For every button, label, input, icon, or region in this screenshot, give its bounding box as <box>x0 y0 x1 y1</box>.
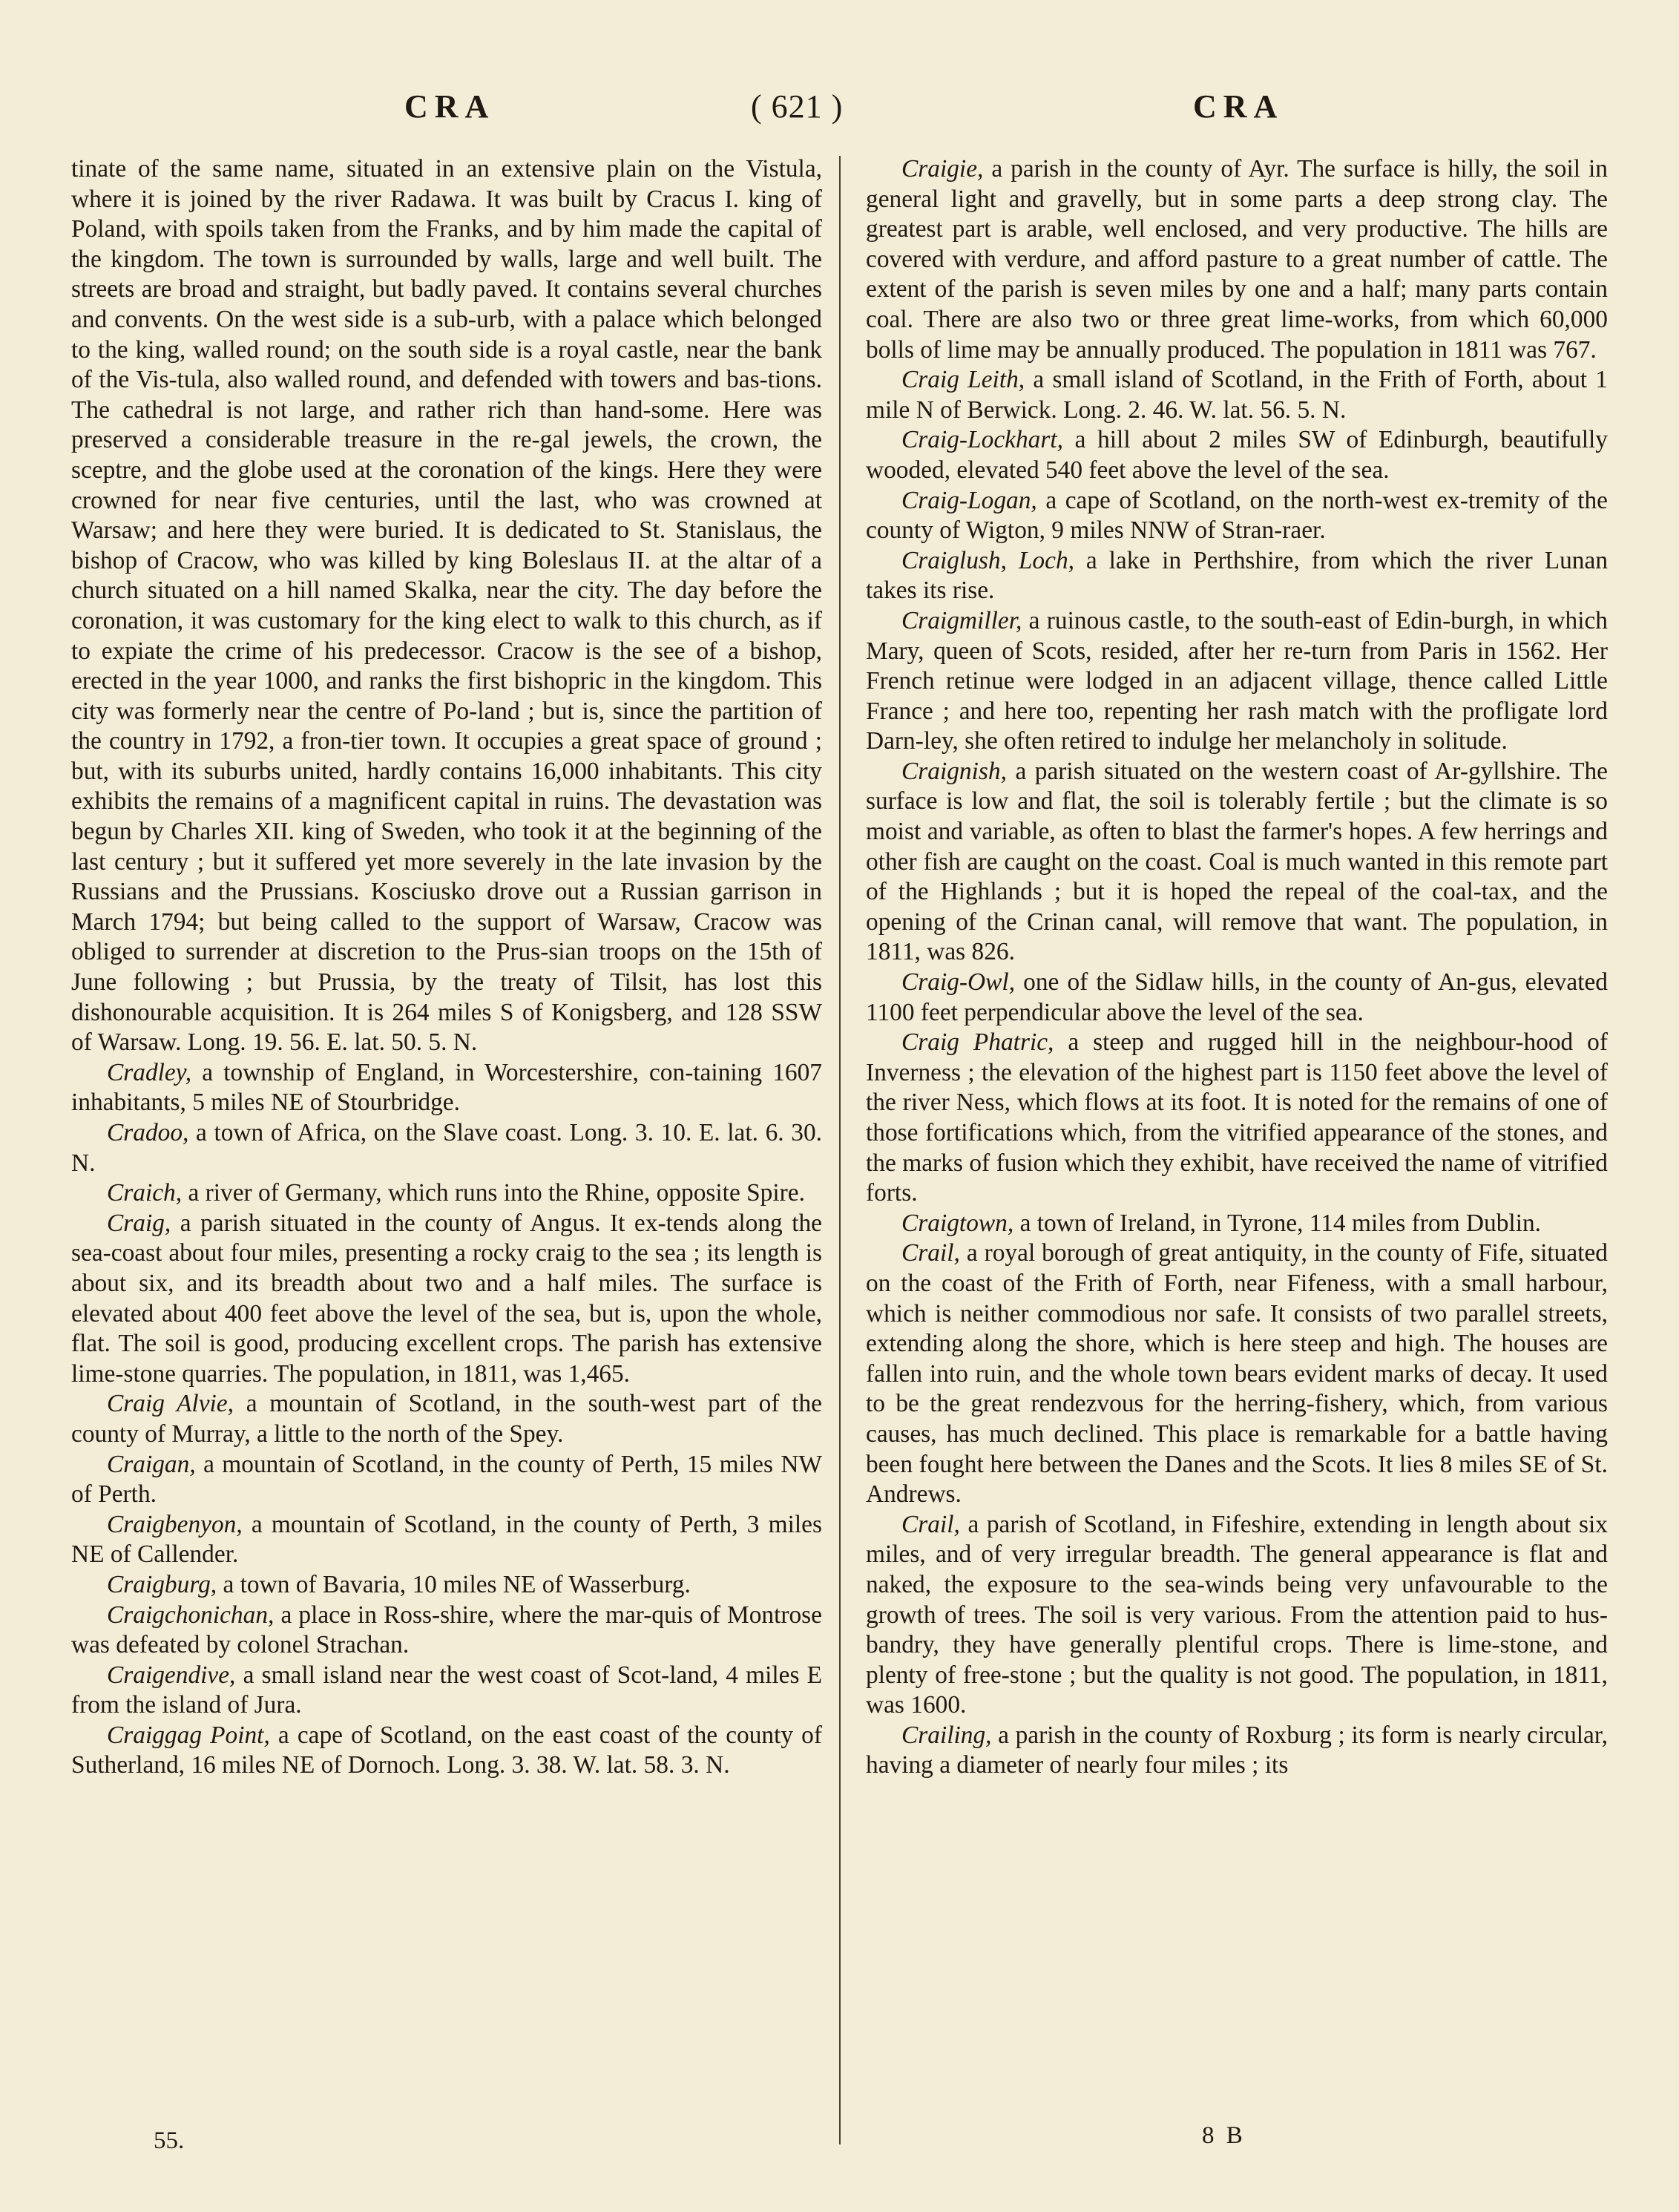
entry-craigchonichan <box>71 1601 822 1661</box>
entry-craig-lockhart <box>866 425 1608 485</box>
entry-text: a parish situated in the county of Angus. It ex-tends along the sea-coast about four miles, presenting a rocky craig to the sea ; its length is about six, and its breadth about two and a half miles. The surface is elevated about 400 feet above the level of the sea, but is, upon the whole, flat. The soil is good, producing excellent crops. The parish has extensive lime-stone quarries. The population, in 1811, was 1,465. <box>71 1209 822 1388</box>
entry-text: a parish in the county of Roxburg ; its form is nearly circular, having a diameter of nearly four miles ; its <box>866 1721 1608 1779</box>
entry-headword: Craig Alvie, <box>107 1390 234 1418</box>
left-column <box>71 154 822 1781</box>
entry-text: a hill about 2 miles SW of Edinburgh, beautifully wooded, elevated 540 feet above the level of the sea. <box>866 426 1608 484</box>
entry-headword: Cradoo, <box>107 1119 189 1146</box>
right-column <box>866 154 1608 1781</box>
running-head-right: CRA <box>1193 88 1284 125</box>
footer-signature-mark: 8 B <box>1202 2122 1246 2149</box>
entry-craig-owl <box>866 968 1608 1028</box>
entry-headword: Craig-Logan, <box>901 486 1037 514</box>
entry-text: a cape of Scotland, on the east coast of the county of Sutherland, 16 miles NE of Dornoch. Long. 3. 38. W. lat. 58. 3. N. <box>71 1721 822 1779</box>
entry-cradoo <box>71 1118 822 1178</box>
column-divider <box>839 156 841 2144</box>
entry-craig-alvie <box>71 1389 822 1449</box>
entry-text: tinate of the same name, situated in an extensive plain on the Vistula, where it is joined by the river Radawa. It was built by Cracus I. king of Poland, with spoils taken from the Franks, and by him made the capital of the kingdom. The town is surrounded by walls, large and well built. The streets are broad and straight, but badly paved. It contains several churches and convents. On the west side is a sub-urb, with a palace which belonged to the king, walled round; on the south side is a royal castle, near the bank of the Vis-tula, also walled round, and defended with towers and bas-tions. The cathedral is not large, and rather rich than hand-some. Here was preserved a considerable treasure in the re-gal jewels, the crown, the sceptre, and the globe used at the coronation of the kings. Here they were crowned for near five centuries, until the last, who was crowned at Warsaw; and here they were buried. It is dedicated to St. Stanislaus, the bishop of Cracow, who was killed by king Boleslaus II. at the altar of a church situated on a hill named Skalka, near the city. The day before the coronation, it was customary for the king elect to walk to this church, as if to expiate the crime of his predecessor. Cracow is the see of a bishop, erected in the year 1000, and ranks the first bishopric in the kingdom. This city was formerly near the centre of Po-land ; but is, since the partition of the country in 1792, a fron-tier town. It occupies a great space of ground ; but, with its suburbs united, hardly contains 16,000 inhabitants. This city exhibits the remains of a magnificent capital in ruins. The devastation was begun by Charles XII. king of Sweden, who took it at the beginning of the last century ; but it suffered yet more severely in the late invasion by the Russians and the Prussians. Kosciusko drove out a Russian garrison in March 1794; but being called to the support of Warsaw, Cracow was obliged to surrender at discretion to the Prus-sian troops on the 15th of June following ; but Prussia, by the treaty of Tilsit, has lost this dishonourable acquisition. It is 264 miles S of Konigsberg, and 128 SSW of Warsaw. Long. 19. 56. E. lat. 50. 5. N. <box>71 155 822 1057</box>
entry-headword: Crailing, <box>901 1721 992 1749</box>
entry-craig-phatric <box>866 1028 1608 1209</box>
entry-cracow-continued <box>71 154 822 1058</box>
entry-headword: Craig-Owl, <box>901 968 1016 997</box>
entry-craiglush-loch <box>866 546 1608 606</box>
entry-craich <box>71 1178 822 1209</box>
entry-craigburg <box>71 1570 822 1601</box>
entry-craig <box>71 1209 822 1390</box>
entry-headword: Craigchonichan, <box>107 1601 275 1629</box>
entry-craigan <box>71 1450 822 1510</box>
entry-text: a town of Africa, on the Slave coast. Long. 3. 10. E. lat. 6. 30. N. <box>71 1119 822 1177</box>
entry-headword: Craiglush, Loch, <box>901 546 1074 574</box>
entry-text: a small island near the west coast of Scot-land, 4 miles E from the island of Jura. <box>71 1661 822 1719</box>
entry-text: a mountain of Scotland, in the county of Perth, 15 miles NW of Perth. <box>71 1450 822 1509</box>
entry-text: a royal borough of great antiquity, in the county of Fife, situated on the coast of the Frith of Forth, near Fifeness, with a small harbour, which is neither commodious nor safe. It consists of two parallel streets, extending along the shore, which is here steep and high. The houses are fallen into ruin, and the whole town bears evident marks of decay. It used to be the great rendezvous for the herring-fishery, which, from various causes, has much declined. This place is remarkable for a battle having been fought here between the Danes and the Scots. It lies 8 miles SE of St. Andrews. <box>866 1239 1608 1509</box>
entry-craigbenyon <box>71 1510 822 1570</box>
entry-headword: Craich, <box>107 1179 183 1207</box>
entry-headword: Craig, <box>107 1209 171 1237</box>
page-number: ( 621 ) <box>751 88 844 125</box>
entry-craigtown <box>866 1209 1608 1239</box>
entry-craigie <box>866 154 1608 365</box>
entry-text: a ruinous castle, to the south-east of Edin-burgh, in which Mary, queen of Scots, resided, after her re-turn from Paris in 1562. Her French retinue were lodged in an adjacent village, thence called Little France ; and here too, repenting her rash match with the profligate lord Darn-ley, she often retired to indulge her melancholy in solitude. <box>866 606 1608 755</box>
entry-headword: Craig Phatric, <box>901 1028 1054 1057</box>
entry-headword: Craignish, <box>901 757 1007 785</box>
entry-craigmiller <box>866 606 1608 757</box>
entry-text: one of the Sidlaw hills, in the county of An-gus, elevated 1100 feet perpendicular above the level of the sea. <box>866 968 1608 1026</box>
entry-text: a steep and rugged hill in the neighbour-hood of Inverness ; the elevation of the highest part is 1150 feet above the level of the river Ness, which flows at its foot. It is noted for the remains of one of those fortifications which, from the vitrified appearance of the stones, and the marks of fusion which they exhibit, have received the name of vitrified forts. <box>866 1028 1608 1207</box>
footer-sheet-number: 55. <box>154 2127 185 2154</box>
entry-crail-borough <box>866 1238 1608 1509</box>
entry-craig-leith <box>866 365 1608 425</box>
entry-headword: Craigbenyon, <box>107 1510 243 1538</box>
entry-headword: Craiggag Point, <box>107 1721 270 1749</box>
entry-headword: Craigtown, <box>901 1209 1014 1237</box>
entry-headword: Craigburg, <box>107 1570 217 1598</box>
entry-headword: Craigendive, <box>107 1661 236 1689</box>
entry-headword: Craig-Lockhart, <box>901 426 1063 454</box>
entry-text: a parish of Scotland, in Fifeshire, extending in length about six miles, and of very irregular breadth. The general appearance is flat and naked, the exposure to the sea-winds being very unfavourable to the growth of trees. The soil is very various. From the attention paid to hus-bandry, they have generally plentiful crops. There is lime-stone, and plenty of free-stone ; but the quality is not good. The population, in 1811, was 1600. <box>866 1510 1608 1719</box>
entry-headword: Crail, <box>901 1510 960 1538</box>
entry-text: a cape of Scotland, on the north-west ex-tremity of the county of Wigton, 9 miles NNW of Stran-raer. <box>866 486 1608 545</box>
entry-cradley <box>71 1058 822 1118</box>
entry-headword: Crail, <box>901 1239 960 1267</box>
entry-craig-logan <box>866 486 1608 546</box>
entry-text: a parish situated on the western coast of Ar-gyllshire. The surface is low and flat, the soil is tolerably fertile ; but the climate is so moist and variable, as often to blast the farmer's hopes. A few herrings and other fish are caught on the coast. Coal is much wanted in this remote part of the Highlands ; but it is hoped the repeal of the coal-tax, and the opening of the Crinan canal, will remove that want. The population, in 1811, was 826. <box>866 757 1608 966</box>
entry-crail-parish <box>866 1510 1608 1721</box>
entry-headword: Cradley, <box>107 1058 192 1086</box>
entry-text: a town of Bavaria, 10 miles NE of Wasserburg. <box>217 1570 691 1598</box>
entry-text: a mountain of Scotland, in the south-west part of the county of Murray, a little to the north of the Spey. <box>71 1390 822 1448</box>
entry-headword: Craigan, <box>107 1450 196 1478</box>
entry-crailing <box>866 1721 1608 1781</box>
entry-text: a place in Ross-shire, where the mar-quis of Montrose was defeated by colonel Strachan. <box>71 1601 822 1659</box>
entry-headword: Craig Leith, <box>901 366 1025 394</box>
entry-text: a small island of Scotland, in the Frith of Forth, about 1 mile N of Berwick. Long. 2. 46. W. lat. 56. 5. N. <box>866 366 1608 424</box>
entry-headword: Craigie, <box>901 155 984 183</box>
entry-text: a township of England, in Worcestershire, con-taining 1607 inhabitants, 5 miles NE of Stourbridge. <box>71 1058 822 1117</box>
entry-text: a river of Germany, which runs into the Rhine, opposite Spire. <box>182 1179 805 1207</box>
entry-craigendive <box>71 1661 822 1721</box>
running-head-left: CRA <box>404 88 496 125</box>
entry-text: a lake in Perthshire, from which the river Lunan takes its rise. <box>866 546 1609 605</box>
entry-craiggag-point <box>71 1721 822 1781</box>
entry-craignish <box>866 757 1608 968</box>
entry-text: a parish in the county of Ayr. The surface is hilly, the soil in general light and gravelly, but in some parts a deep strong clay. The greatest part is arable, well enclosed, and very productive. The hills are covered with verdure, and afford pasture to a great number of cattle. The extent of the parish is seven miles by one and a half; many parts contain coal. There are also two or three great lime-works, from which 60,000 bolls of lime may be annually produced. The population in 1811 was 767. <box>866 155 1608 364</box>
entry-text: a town of Ireland, in Tyrone, 114 miles from Dublin. <box>1013 1209 1542 1237</box>
entry-text: a mountain of Scotland, in the county of Perth, 3 miles NE of Callender. <box>71 1510 822 1569</box>
entry-headword: Craigmiller, <box>901 606 1022 634</box>
